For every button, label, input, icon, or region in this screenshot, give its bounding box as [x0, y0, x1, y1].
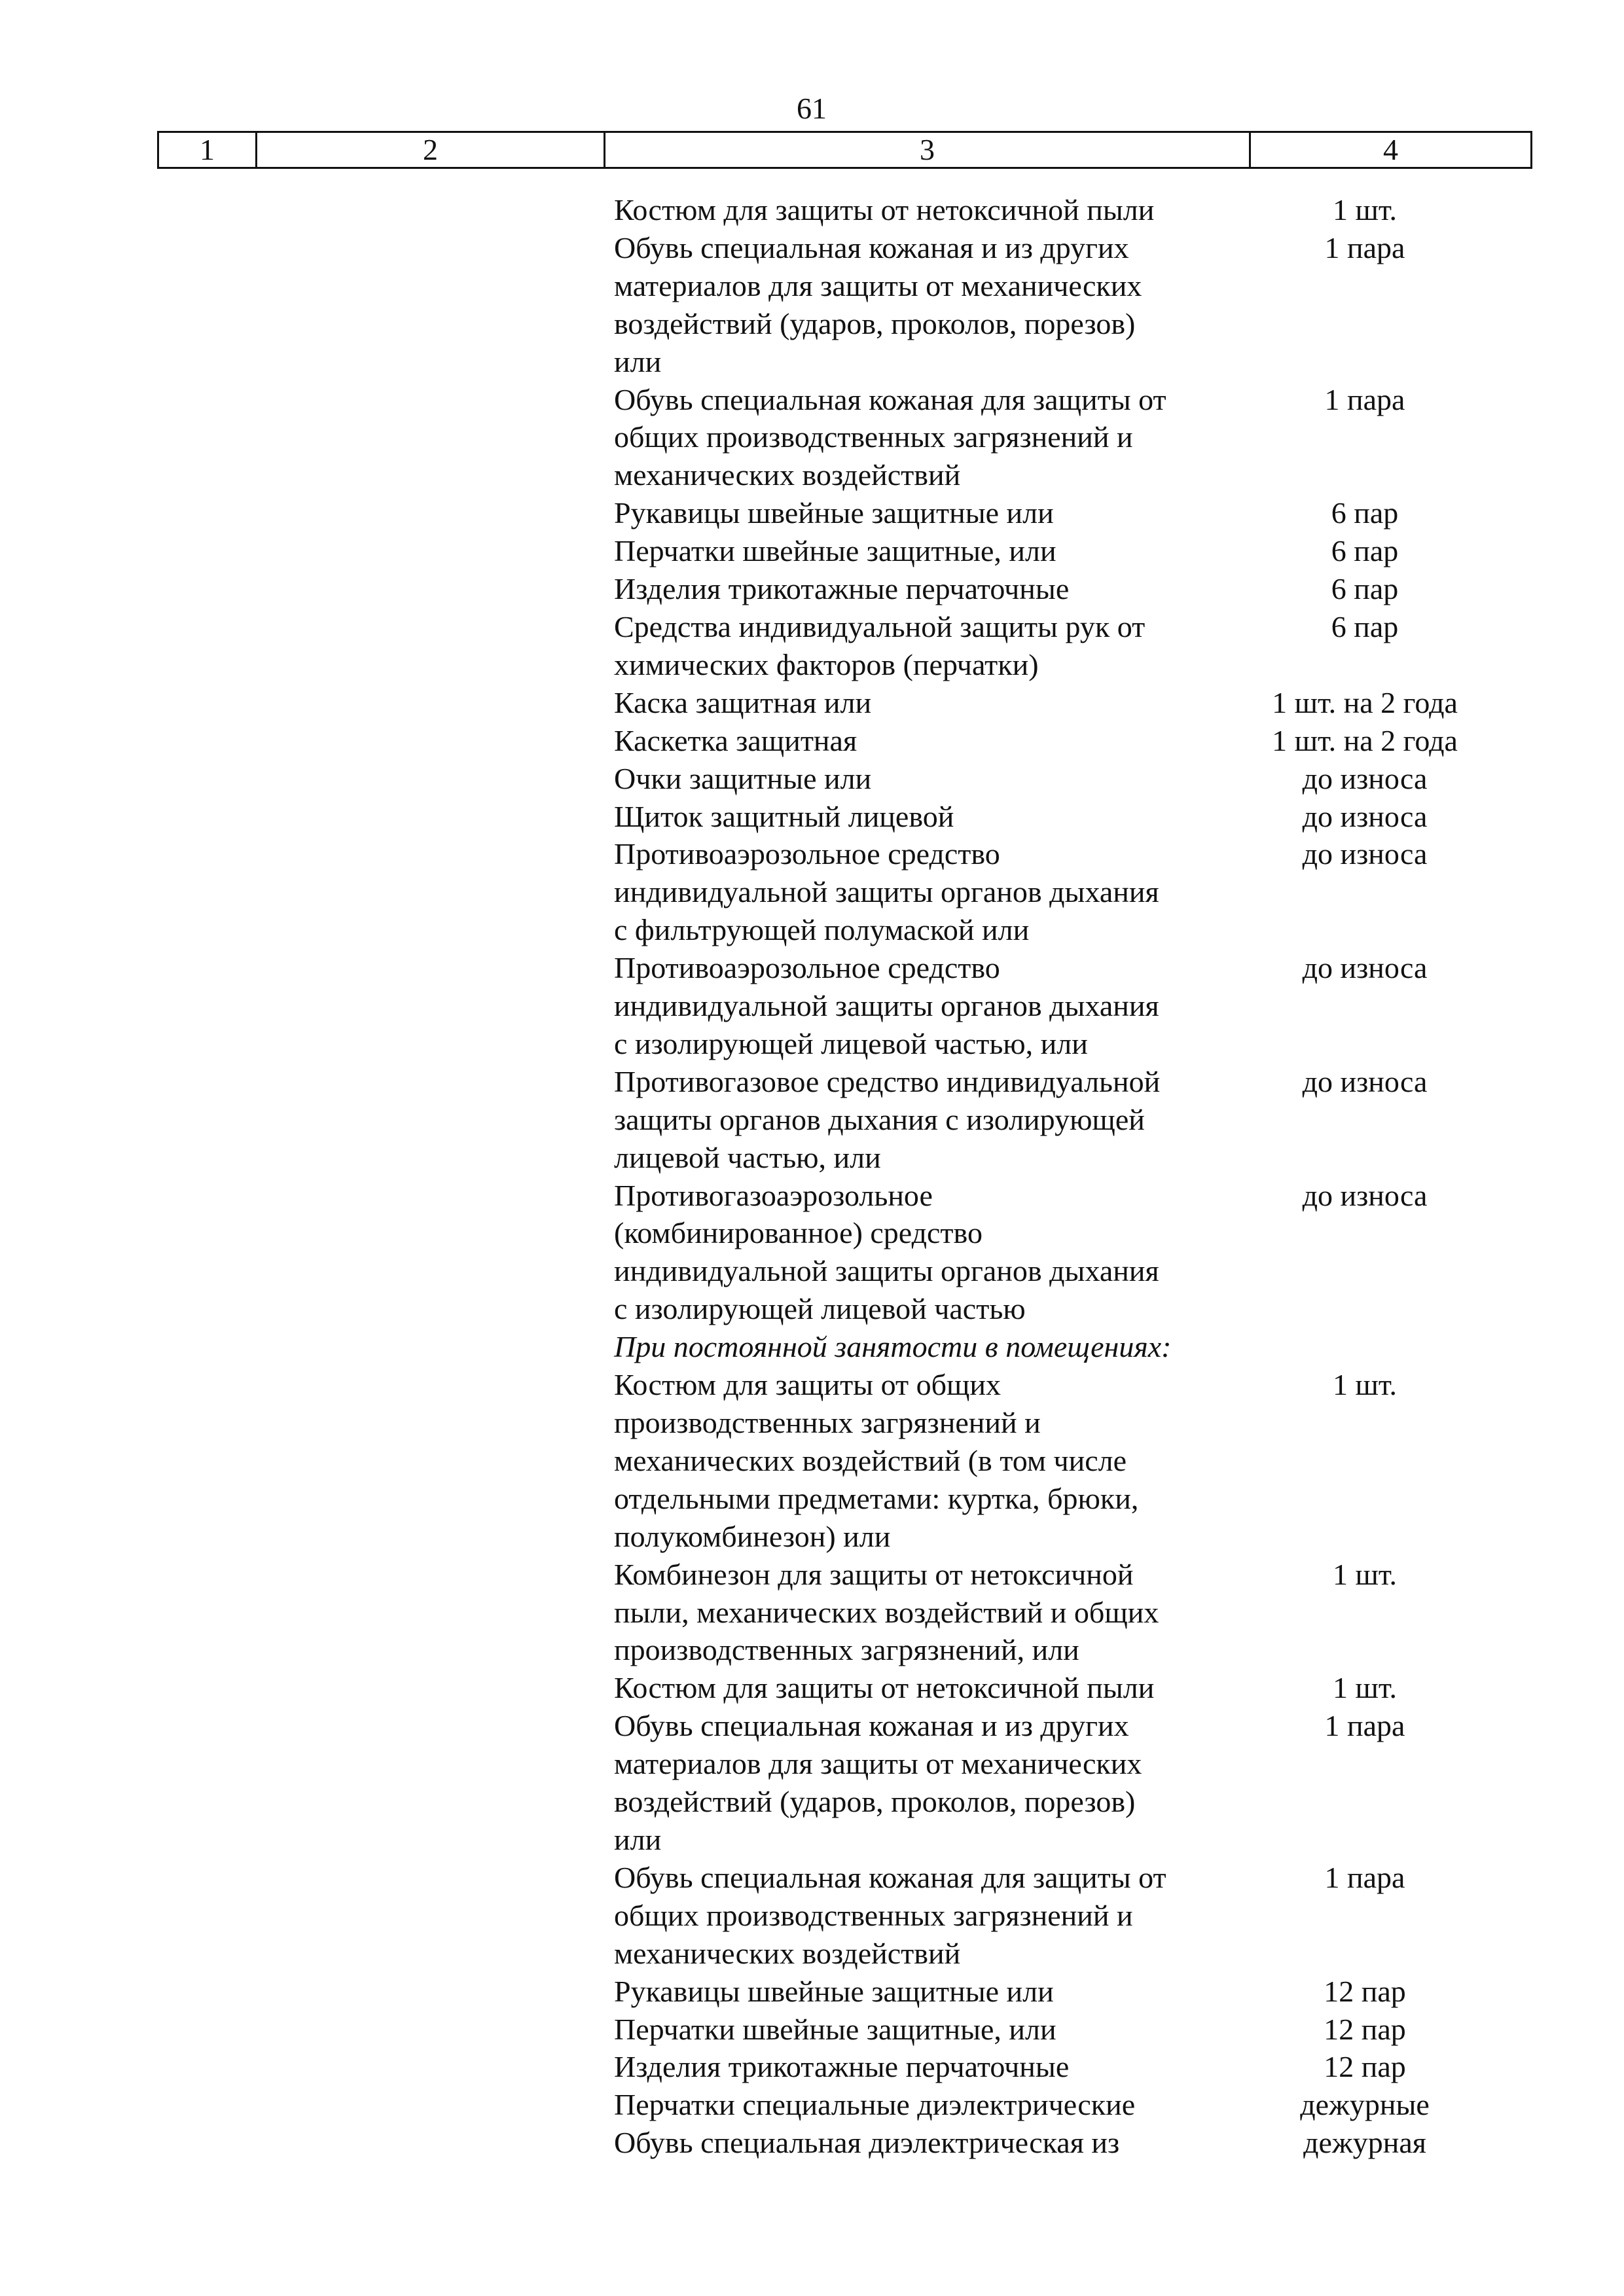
table-row: [614, 1556, 1530, 1670]
table-row: [614, 835, 1530, 949]
item-quantity: до износа: [1302, 799, 1428, 833]
item-description: Изделия трикотажные перчаточные: [614, 572, 1070, 606]
item-description: Изделия трикотажные перчаточные: [614, 2050, 1070, 2084]
item-description: Костюм для защиты от нетоксичной пыли: [614, 193, 1155, 226]
table-row: [614, 1859, 1530, 1973]
item-quantity: 12 пар: [1324, 2050, 1406, 2084]
item-quantity: 1 шт. на 2 года: [1272, 723, 1458, 757]
item-quantity: 1 шт. на 2 года: [1272, 685, 1458, 719]
item-quantity: до износа: [1302, 1178, 1428, 1212]
item-quantity: 1 пара: [1324, 1709, 1405, 1743]
item-quantity: 6 пар: [1331, 572, 1399, 606]
table-row: [614, 1707, 1530, 1859]
table-row: [614, 532, 1530, 570]
item-description: Противоаэрозольное средство индивидуальной защиты органов дыхания с изолирующей лицевой частью, или: [614, 951, 1159, 1060]
column-header-3: 3: [605, 133, 1251, 167]
item-description: Перчатки специальные диэлектрические: [614, 2088, 1136, 2122]
table-row: [614, 381, 1530, 495]
item-description: Обувь специальная кожаная для защиты от общих производственных загрязнений и механических воздействий: [614, 1860, 1166, 1970]
item-quantity: 1 шт.: [1332, 1671, 1398, 1705]
table-row: [614, 684, 1530, 722]
table-row: [614, 2048, 1530, 2086]
table-row: [614, 2124, 1530, 2162]
item-quantity: 6 пар: [1331, 609, 1399, 643]
item-description: Перчатки швейные защитные, или: [614, 534, 1056, 568]
table-row: [614, 1669, 1530, 1707]
item-quantity: до износа: [1302, 837, 1428, 871]
table-row: [614, 1366, 1530, 1556]
column-header-2: 2: [257, 133, 605, 167]
item-description: Каска защитная или: [614, 685, 872, 719]
item-description: Перчатки швейные защитные, или: [614, 2012, 1056, 2046]
item-description: Костюм для защиты от нетоксичной пыли: [614, 1671, 1155, 1705]
item-description: Очки защитные или: [614, 761, 872, 795]
item-description: Каскетка защитная: [614, 723, 857, 757]
page-number: 61: [797, 92, 827, 125]
item-quantity: дежурные: [1300, 2088, 1430, 2122]
table-row: [614, 608, 1530, 684]
item-quantity: 1 пара: [1324, 230, 1405, 264]
table-row: [614, 191, 1530, 229]
table-row: [614, 722, 1530, 760]
table-row: [614, 2011, 1530, 2049]
item-quantity: до износа: [1302, 1064, 1428, 1098]
item-description: Обувь специальная кожаная и из других материалов для защиты от механических воздействий (ударов, проколов, порезов) или: [614, 1709, 1142, 1856]
item-description: Костюм для защиты от общих производственных загрязнений и механических воздействий (в том числе отдельными предметами: куртка, брюки, полукомбинезон) или: [614, 1368, 1139, 1553]
item-quantity: 1 пара: [1324, 382, 1405, 416]
table-row: [614, 949, 1530, 1063]
item-quantity: 12 пар: [1324, 2012, 1406, 2046]
item-quantity: 1 пара: [1324, 1860, 1405, 1894]
item-description: Противоаэрозольное средство индивидуальной защиты органов дыхания с фильтрующей полумаской или: [614, 837, 1159, 947]
table-row: [614, 1177, 1530, 1329]
table-row: [614, 1063, 1530, 1177]
item-description: Щиток защитный лицевой: [614, 799, 954, 833]
item-description: Противогазовое средство индивидуальной защиты органов дыхания с изолирующей лицевой частью, или: [614, 1064, 1161, 1174]
item-quantity: до износа: [1302, 761, 1428, 795]
table-row: [614, 570, 1530, 608]
item-quantity: 1 шт.: [1332, 1368, 1398, 1402]
item-quantity: [1244, 1328, 1486, 1366]
item-description: Комбинезон для защиты от нетоксичной пыли, механических воздействий и общих производственных загрязнений, или: [614, 1557, 1159, 1667]
item-description: Противогазоаэрозольное (комбинированное) средство индивидуальной защиты органов дыхания с изолирующей лицевой частью: [614, 1178, 1159, 1326]
item-quantity: 6 пар: [1331, 496, 1399, 530]
table-row: [614, 1973, 1530, 2011]
item-description: Обувь специальная кожаная для защиты от общих производственных загрязнений и механических воздействий: [614, 382, 1166, 492]
table-row: [614, 760, 1530, 798]
item-description: Рукавицы швейные защитные или: [614, 1974, 1054, 2008]
item-quantity: 1 шт.: [1332, 1557, 1398, 1591]
table-row: [614, 1328, 1530, 1366]
column-header-row: [157, 131, 1532, 169]
item-description: Средства индивидуальной защиты рук от химических факторов (перчатки): [614, 609, 1146, 681]
item-quantity: дежурная: [1303, 2126, 1426, 2160]
table-row: [614, 494, 1530, 532]
item-quantity: 12 пар: [1324, 1974, 1406, 2008]
table-row: [614, 2086, 1530, 2124]
item-description: Обувь специальная кожаная и из других материалов для защиты от механических воздействий (ударов, проколов, порезов) или: [614, 230, 1142, 378]
column-header-1: 1: [159, 133, 257, 167]
section-subheading: При постоянной занятости в помещениях:: [614, 1330, 1172, 1364]
item-description: Рукавицы швейные защитные или: [614, 496, 1054, 530]
item-description: Обувь специальная диэлектрическая из: [614, 2126, 1120, 2160]
column-header-4: 4: [1383, 133, 1398, 166]
item-quantity: до износа: [1302, 951, 1428, 985]
item-quantity: 6 пар: [1331, 534, 1399, 568]
table-row: [614, 798, 1530, 836]
item-quantity: 1 шт.: [1332, 193, 1398, 226]
table-row: [614, 229, 1530, 381]
equipment-list: [614, 191, 1530, 2162]
